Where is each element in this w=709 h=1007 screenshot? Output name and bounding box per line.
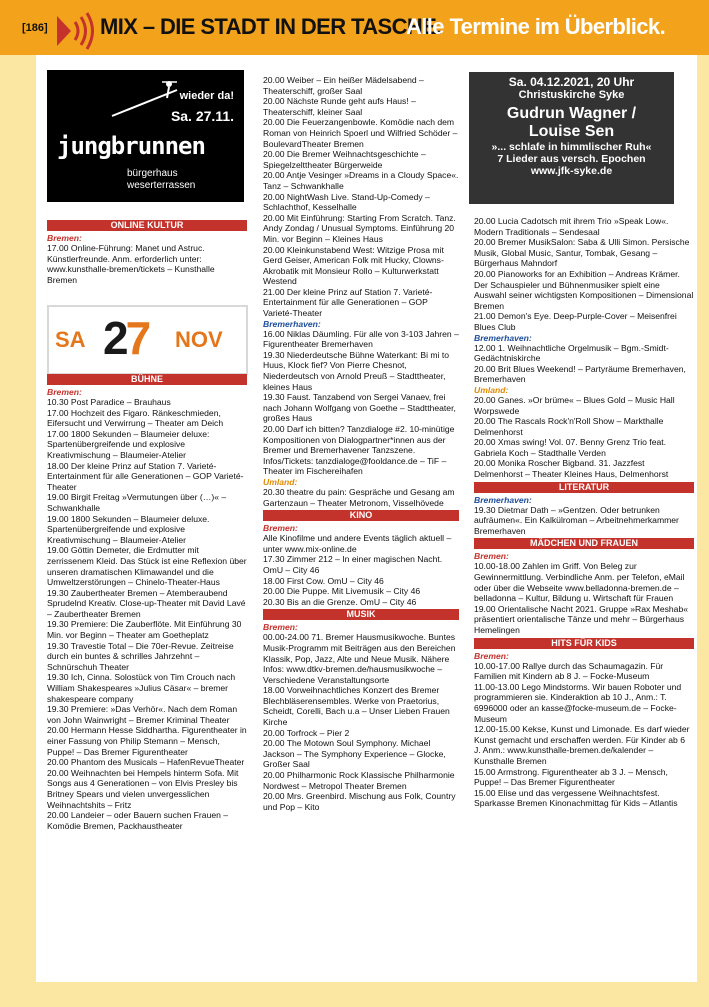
ad-date: Sa. 27.11.: [170, 108, 234, 124]
concert-ad: [469, 72, 674, 204]
list-item: 20.00 NightWash Live. Stand-Up-Comedy – Schlachthof, Kesselhalle: [263, 191, 430, 213]
buehne-events-cont: [263, 75, 459, 319]
section-hits-fuer-kids: HITS FÜR KIDS: [474, 638, 694, 649]
jungbrunnen-ad: [47, 70, 244, 202]
concert-program: »... schlafe in himmlischer Ruh«: [491, 141, 652, 153]
list-item: Alle Kinofilme und andere Events täglich aktuell – unter www.mix-online.de: [263, 533, 452, 554]
musik-events: [263, 632, 459, 812]
musik-events-cont: [474, 216, 694, 333]
bottom-strip: [0, 982, 709, 1007]
date-box: [47, 305, 248, 375]
list-item: 20.00 Monika Roscher Bigband. 31. Jazzfest Delmenhorst – Theater Kleines Haus, Delmenhorst: [474, 458, 669, 480]
ad-line1: bürgerhaus: [127, 168, 178, 179]
list-item: 20.00 Nächste Runde geht aufs Haus! – Theaterschiff, kleiner Saal: [263, 96, 416, 117]
list-item: 20.00 Lucia Cadotsch mit ihrem Trio »Speak Low«. Modern Traditionals – Sendesaal: [474, 216, 669, 237]
list-item: 20.00 Landeier – oder Bauern suchen Frauen – Komödie Bremen, Packhaustheater: [47, 810, 229, 831]
sound-waves-icon: [55, 12, 95, 50]
buehne-events: [47, 397, 247, 831]
list-item: 19.30 Niederdeutsche Bühne Waterkant: Bi mi to Huus, Klock fief? Von Pierre Chesnot, Niederdeutsch von Arnold Preuß – Stadttheater, kleines Haus: [263, 349, 449, 392]
city-label: Bremen:: [47, 233, 82, 243]
list-item: 00.00-24.00 71. Bremer Hausmusikwoche. Buntes Musik-Programm mit Beiträgen aus den Bereichen Klassik, Pop, Jazz, Alte und Neue Musik. Nähere Infos: www.dtkv-bremen.de/hausmusikwoche – Verschiedene Veranstaltungsorte: [263, 632, 456, 685]
list-item: 16.00 Niklas Däumling. Für alle von 3-103 Jahren – Figurentheater Bremerhaven: [263, 328, 459, 350]
concert-artist-2: Louise Sen: [528, 123, 615, 140]
list-item: 20.00 Mit Einführung: Starting From Scratch. Tanz. Andy Zondag / Unusual Symptoms. Einführung 20 Min. vor Beginn – Kleines Haus: [263, 212, 456, 244]
city-label: Bremen:: [47, 387, 82, 397]
list-item: 20.00 Ganes. »Or brüme« – Blues Gold – Music Hall Worpswede: [474, 394, 675, 416]
list-item: 20.00 Die Puppe. Mit Livemusik – City 46: [263, 586, 421, 597]
list-item: 15.00 Elise und das vergessene Weihnachtsfest. Sparkasse Bremen Kinonachmittag für Kids – Atlantis: [474, 787, 678, 809]
ad-line2: weserterrassen: [127, 180, 196, 191]
list-item: 10.30 Post Paradice – Brauhaus: [47, 397, 171, 407]
list-item: 19.30 Zaubertheater Bremen – Atemberaubend Sprudelnd Kreativ. Close-up-Theater mit David Lavé – Zaubertheater Bremen: [47, 587, 246, 619]
kino-events: [263, 533, 459, 607]
list-item: 19.30 Faust. Tanzabend von Sergei Vanaev, frei nach Johann Wolfgang von Goethe – Stadttheater, großes Haus: [263, 392, 456, 424]
column-2: [263, 75, 459, 812]
kids-events: [474, 661, 694, 809]
list-item: 19.30 Premiere: »Das Verhör«. Nach dem Roman von John Wainwright – Bremer Kriminal Theater: [47, 704, 238, 725]
date-digit-a: 2: [103, 312, 126, 364]
city-label: Umland:: [474, 384, 509, 395]
list-item: 10.00-17.00 Rallye durch das Schaumagazin. Für Familien mit Kindern ab 8 J. – Focke-Museum: [474, 660, 664, 682]
list-item: 20.00 The Motown Soul Symphony. Michael Jackson – The Symphony Experience – Glocke, Großer Saal: [263, 738, 446, 770]
concert-date: Sa. 04.12.2021, 20 Uhr: [508, 75, 635, 89]
column-1-buehne: [47, 372, 247, 831]
section-literatur: LITERATUR: [474, 482, 694, 493]
list-item: 19.30 Dietmar Dath – »Gentzen. Oder betrunken aufräumen«. Ein Kalkülroman – Arbeitnehmerkammer Bremerhaven: [474, 504, 679, 536]
list-item: 12.00 1. Weihnachtliche Orgelmusik – Bgm.-Smidt-Gedächtniskirche: [474, 342, 669, 364]
column-3: [474, 216, 694, 809]
concert-venue: Christuskirche Syke: [518, 89, 625, 101]
list-item: 20.00 Mrs. Greenbird. Mischung aus Folk, Country und Pop – Kito: [263, 791, 456, 812]
maedchen-events: [474, 561, 694, 635]
list-item: 19.00 Orientalische Nacht 2021. Gruppe »Rax Meshab« präsentiert orientalische Tänze und mehr – Bürgerhaus Hemelingen: [474, 603, 689, 635]
city-label: Umland:: [263, 476, 298, 487]
page-title: MIX – DIE STADT IN DER TASCHE.: [100, 14, 442, 39]
list-item: 20.00 Kleinkunstabend West: Witzige Prosa mit Gerd Geiser, American Folk mit Hucky, Clowns-Akrobatik mit Monsieur Rollo – Kulturwerkstatt Westend: [263, 244, 444, 287]
umland-events: [474, 395, 694, 480]
city-label: Bremen:: [474, 650, 509, 661]
list-item: 20.30 Bis an die Grenze. OmU – City 46: [263, 596, 417, 607]
section-musik: MUSIK: [263, 609, 459, 620]
city-label: Bremerhaven:: [474, 494, 532, 505]
list-item: 21.00 Demon's Eye. Deep-Purple-Cover – Meisenfrei Blues Club: [474, 311, 677, 332]
list-item: 20.00 Xmas swing! Vol. 07. Benny Grenz Trio feat. Gabriela Koch – Stadthalle Verden: [474, 437, 667, 458]
date-number: [103, 311, 148, 365]
list-item: 19.00 Birgit Freitag »Vermutungen über (…)« – Schwankhalle: [47, 492, 227, 513]
page-header: [0, 0, 709, 55]
date-digit-b: 7: [125, 312, 149, 364]
page-number: [186]: [22, 22, 48, 34]
city-label: Bremen:: [263, 622, 298, 633]
city-label: Bremerhaven:: [263, 318, 321, 329]
section-online-kultur: ONLINE KULTUR: [47, 220, 247, 231]
list-item: 20.00 Pianoworks for an Exhibition – Andreas Krämer. Der Schauspieler und Bühnenmusiker spielt eine Auswahl seiner wichtigsten Kompositionen – Dimensional Bremen: [474, 268, 694, 311]
section-kino: KINO: [263, 510, 459, 521]
concert-artist-1: Gudrun Wagner /: [506, 105, 637, 122]
concert-songs: 7 Lieder aus versch. Epochen: [497, 153, 646, 165]
list-item: 21.00 Der kleine Prinz auf Station 7. Varieté-Entertainment für alle Generationen – GOP Varieté-Theater: [263, 286, 433, 319]
ad-wieder-da: wieder da!: [179, 90, 234, 102]
city-label: Bremerhaven:: [474, 332, 532, 343]
date-day: SA: [55, 327, 86, 352]
city-label: Bremen:: [263, 523, 298, 534]
list-item: 20.30 theatre du pain: Gespräche und Gesang am Gartenzaun – Theater Metronom, Visselhövede: [263, 486, 455, 508]
list-item: 19.30 Premiere: Die Zauberflöte. Mit Einführung 30 Min. vor Beginn – Theater am Goetheplatz: [47, 619, 242, 641]
umland-events: [263, 487, 459, 508]
list-item: 12.00-15.00 Kekse, Kunst und Limonade. Es darf wieder Kunst gemacht und erschaffen werden. Für Kinder ab 6 J. Anm.: www.kunsthalle-bremen.de/kalender – Kunsthalle Bremen: [474, 724, 690, 766]
list-item: 20.00 Die Feuerzangenbowle. Komödie nach dem Roman von Heinrich Spoerl und Wilfried Schöder – BoulevardTheater Bremen: [263, 117, 458, 149]
column-1-online: [47, 218, 247, 285]
list-item: 19.30 Travestie Total – Die 70er-Revue. Zeitreise durch ein buntes & schrilles Jahrzehnt – Schnürschuh Theater: [47, 640, 234, 672]
list-item: 20.00 Darf ich bitten? Tanzdialoge #2. 10-minütige Kompositionen von Dialogpartner*innen aus der Bremer und Bremerhavener Tanzszene. Infos/Tickets: tanzdialoge@fooldance.de – TiF – Theater im Fischereihafen: [263, 424, 455, 477]
literatur-events: [474, 505, 694, 537]
list-item: 20.00 Die Bremer Weihnachtsgeschichte – Spiegelzelttheater Bürgerweide: [263, 149, 426, 170]
ad-name: jungbrunnen: [57, 132, 205, 160]
list-item: 20.00 Bremer MusikSalon: Saba & Ulli Simon. Persische Musik, Global Music, Santur, Tombak, Gesang – Bürgerhaus Mahndorf: [474, 237, 690, 269]
city-label: Bremen:: [474, 551, 509, 562]
date-month: NOV: [175, 327, 223, 352]
list-item: 20.00 Weihnachten bei Hempels hinterm Sofa. Mit Songs aus 4 Generationen – von Elvis Presley bis Britney Spears und vielen unvergesslichen Weihnachtshits – Fritz: [47, 767, 239, 810]
list-item: 17.00 Hochzeit des Figaro. Ränkeschmieden, Eifersucht und Verwirrung – Theater am Deich: [47, 407, 224, 429]
list-item: 19.00 1800 Sekunden – Blaumeier deluxe. Spartenübergreifende und explosive Kreativmischung – Blaumeier-Atelier: [47, 513, 210, 545]
list-item: 17.30 Zimmer 212 – In einer magischen Nacht. OmU – City 46: [263, 554, 443, 575]
list-item: 20.00 Hermann Hesse Siddhartha. Figurentheater in einer Fassung von Philip Stemann – Mensch, Puppe! – Das Bremer Figurentheater: [47, 725, 247, 757]
bremerhaven-events: [263, 329, 459, 477]
list-item: 20.00 Phantom des Musicals – HafenRevueTheater: [47, 757, 245, 768]
list-item: 15.00 Armstrong. Figurentheater ab 3 J. – Mensch, Puppe! – Das Bremer Figurentheater: [474, 766, 668, 788]
bremerhaven-events: [474, 343, 694, 385]
list-item: 11.00-13.00 Lego Mindstorms. Wir bauen Roboter und programmieren sie. Kinderaktion ab 10 J., Anm.: T. 6996000 oder an kasse@focke-museum.de – Focke-Museum: [474, 681, 682, 724]
list-item: 20.00 Philharmonic Rock Klassische Philharmonie Nordwest – Metropol Theater Bremen: [263, 770, 455, 791]
list-item: 18.00 Der kleine Prinz auf Station 7. Varieté-Entertainment für alle Generationen – GOP Varieté-Theater: [47, 460, 244, 492]
section-buehne: BÜHNE: [47, 374, 247, 385]
list-item: 20.00 Weiber – Ein heißer Mädelsabend – Theaterschiff, großer Saal: [263, 75, 424, 96]
list-item: 17.00 Online-Führung: Manet und Astruc. Künstlerfreunde. Anm. erforderlich unter: www.kunsthalle-bremen/tickets – Kunsthalle Bremen: [47, 243, 215, 285]
page-subtitle: Alle Termine im Überblick.: [406, 14, 666, 39]
list-item: 17.00 1800 Sekunden – Blaumeier deluxe: Spartenübergreifende und explosive Kreativmischung – Blaumeier-Atelier: [47, 428, 210, 460]
list-item: 20.00 Antje Vesinger »Dreams in a Cloudy Space«. Tanz – Schwankhalle: [263, 170, 459, 191]
list-item: 20.00 The Rascals Rock'n'Roll Show – Markthalle Delmenhorst: [474, 416, 664, 437]
list-item: 20.00 Torfrock – Pier 2: [263, 727, 350, 738]
list-item: 18.00 Vorweihnachtliches Konzert des Bremer Blechbläserensembles. Werke von Praetorius, Scheidt, Corelli, Bach u.a – Unser Lieben Frauen Kirche: [263, 685, 450, 728]
list-item: 19.30 Ich, Cinna. Solostück von Tim Crouch nach William Shakespeares »Julius Cäsar« – bremer shakespeare company: [47, 672, 236, 704]
list-item: 18.00 First Cow. OmU – City 46: [263, 575, 384, 586]
list-item: 19.00 Göttin Demeter, die Erdmutter mit zerrissenem Kleid. Das Stück ist eine Reflexion über unseren dramatischen Klimawandel und die Umweltzerstörungen – Chinelo-Theater-Haus: [47, 545, 247, 588]
section-maedchen-frauen: MÄDCHEN UND FRAUEN: [474, 538, 694, 549]
list-item: 20.00 Brit Blues Weekend! – Partyräume Bremerhaven, Bremerhaven: [474, 363, 686, 385]
concert-url: www.jfk-syke.de: [530, 165, 613, 177]
list-item: 10.00-18.00 Zahlen im Griff. Von Beleg zur Gewinnermittlung. Verbindliche Anm. per Telefon, eMail oder über die Webseite www.belladonna-bremen.de – belladonna – Kultur, Bildung u. Wirtschaft für Frauen: [474, 561, 685, 604]
